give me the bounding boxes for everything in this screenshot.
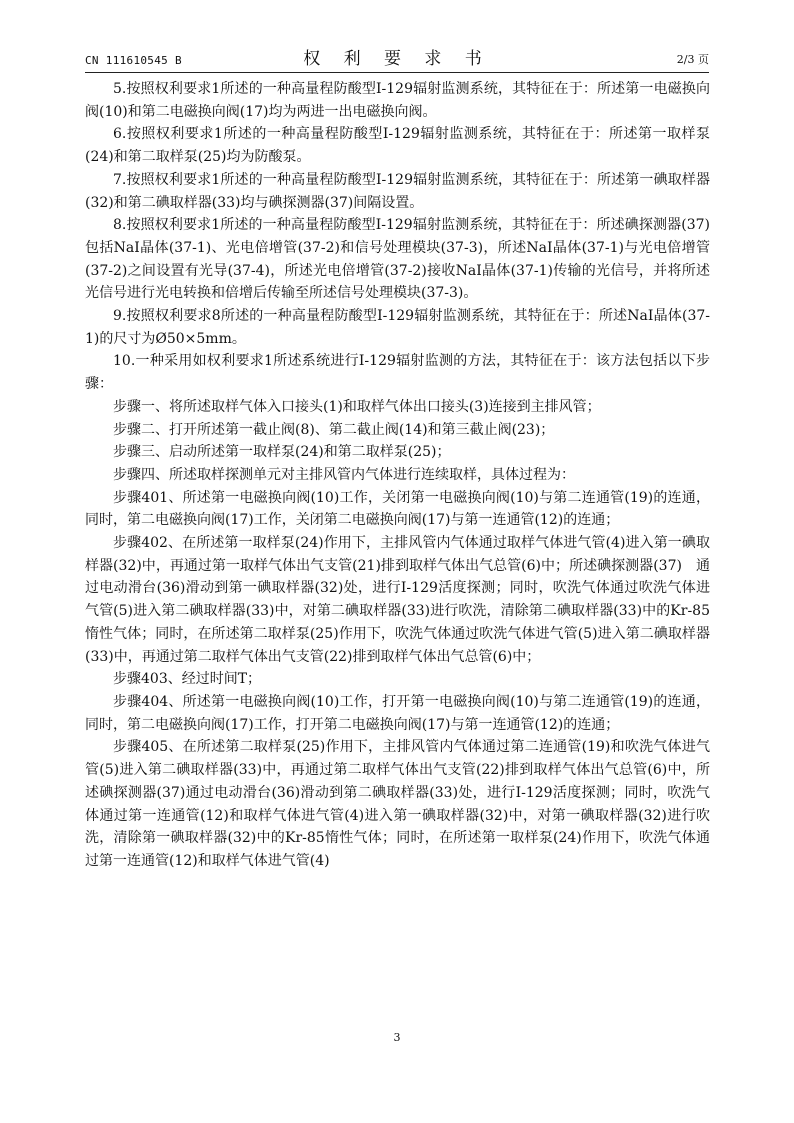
step-401: 步骤401、所述第一电磁换向阀(10)工作，关闭第一电磁换向阀(10)与第二连通管(19)的连通，同时，第二电磁换向阀(17)工作，关闭第二电磁换向阀(17)与第一连通管(12)的连通； <box>85 489 710 529</box>
document-title: 权 利 要 求 书 <box>303 49 491 69</box>
step-2: 步骤二、打开所述第一截止阀(8)、第二截止阀(14)和第三截止阀(23)； <box>113 421 555 438</box>
page-indicator: 2/3 页 <box>676 53 709 66</box>
claim-6: 6.按照权利要求1所述的一种高量程防酸型I-129辐射监测系统，其特征在于：所述第一取样泵(24)和第二取样泵(25)均为防酸泵。 <box>85 126 710 166</box>
step-405: 步骤405、在所述第二取样泵(25)作用下，主排风管内气体通过第二连通管(19)和吹洗气体进气管(5)进入第二碘取样器(33)中，再通过第二取样气体出气支管(22)排到取样气体出气总管(6)中，所述碘探测器(37)通过电动滑台(36)滑动到第二碘取样器(33)处，进行I-129活度探测；同时，吹洗气体通过第一连通管(12)和取样气体进气管(4)进入第一碘取样器(32)中，对第一碘取样器(32)进行吹洗，清除第一碘取样器(32)中的Kr-85惰性气体；同时，在所述第一取样泵(24)作用下，吹洗气体通过第一连通管(12)和取样气体进气管(4) <box>85 739 710 869</box>
step-403: 步骤403、经过时间T； <box>113 671 262 688</box>
step-4: 步骤四、所述取样探测单元对主排风管内气体进行连续取样，具体过程为： <box>113 466 575 483</box>
claims-body <box>85 78 710 873</box>
page-number: 3 <box>393 1031 401 1044</box>
page-header <box>85 42 709 73</box>
step-404: 步骤404、所述第一电磁换向阀(10)工作，打开第一电磁换向阀(10)与第二连通管(19)的连通，同时，第二电磁换向阀(17)工作，打开第二电磁换向阀(17)与第一连通管(12)的连通； <box>85 693 710 733</box>
step-402: 步骤402、在所述第一取样泵(24)作用下，主排风管内气体通过取样气体进气管(4)进入第一碘取样器(32)中，再通过第一取样气体出气支管(21)排到取样气体出气总管(6)中；所述碘探测器(37) 通过电动滑台(36)滑动到第一碘取样器(32)处，进行I-129活度探测；同时，吹洗气体通过吹洗气体进气管(5)进入第二碘取样器(33)中，对第二碘取样器(33)进行吹洗，清除第二碘取样器(33)中的Kr-85惰性气体；同时，在所述第二取样泵(25)作用下，吹洗气体通过吹洗气体进气管(5)进入第二碘取样器(33)中，再通过第二取样气体出气支管(22)排到取样气体出气总管(6)中； <box>85 535 710 665</box>
claim-8: 8.按照权利要求1所述的一种高量程防酸型I-129辐射监测系统，其特征在于：所述碘探测器(37)包括NaI晶体(37-1)、光电倍增管(37-2)和信号处理模块(37-3)，所述NaI晶体(37-1)与光电倍增管(37-2)之间设置有光导(37-4)，所述光电倍增管(37-2)接收NaI晶体(37-1)传输的光信号，并将所述光信号进行光电转换和倍增后传输至所述信号处理模块(37-3)。 <box>85 217 710 302</box>
publication-number: CN 111610545 B <box>85 54 182 67</box>
claim-9: 9.按照权利要求8所述的一种高量程防酸型I-129辐射监测系统，其特征在于：所述NaI晶体(37-1)的尺寸为Ø50×5mm。 <box>85 308 710 347</box>
step-1: 步骤一、将所述取样气体入口接头(1)和取样气体出口接头(3)连接到主排风管； <box>113 398 601 415</box>
claim-5: 5.按照权利要求1所述的一种高量程防酸型I-129辐射监测系统，其特征在于：所述第一电磁换向阀(10)和第二电磁换向阀(17)均为两进一出电磁换向阀。 <box>85 81 710 120</box>
claim-10: 10.一种采用如权利要求1所述系统进行I-129辐射监测的方法，其特征在于：该方法包括以下步骤： <box>85 353 710 393</box>
claim-7: 7.按照权利要求1所述的一种高量程防酸型I-129辐射监测系统，其特征在于：所述第一碘取样器(32)和第二碘取样器(33)均与碘探测器(37)间隔设置。 <box>85 171 710 211</box>
step-3: 步骤三、启动所述第一取样泵(24)和第二取样泵(25)； <box>113 444 451 461</box>
